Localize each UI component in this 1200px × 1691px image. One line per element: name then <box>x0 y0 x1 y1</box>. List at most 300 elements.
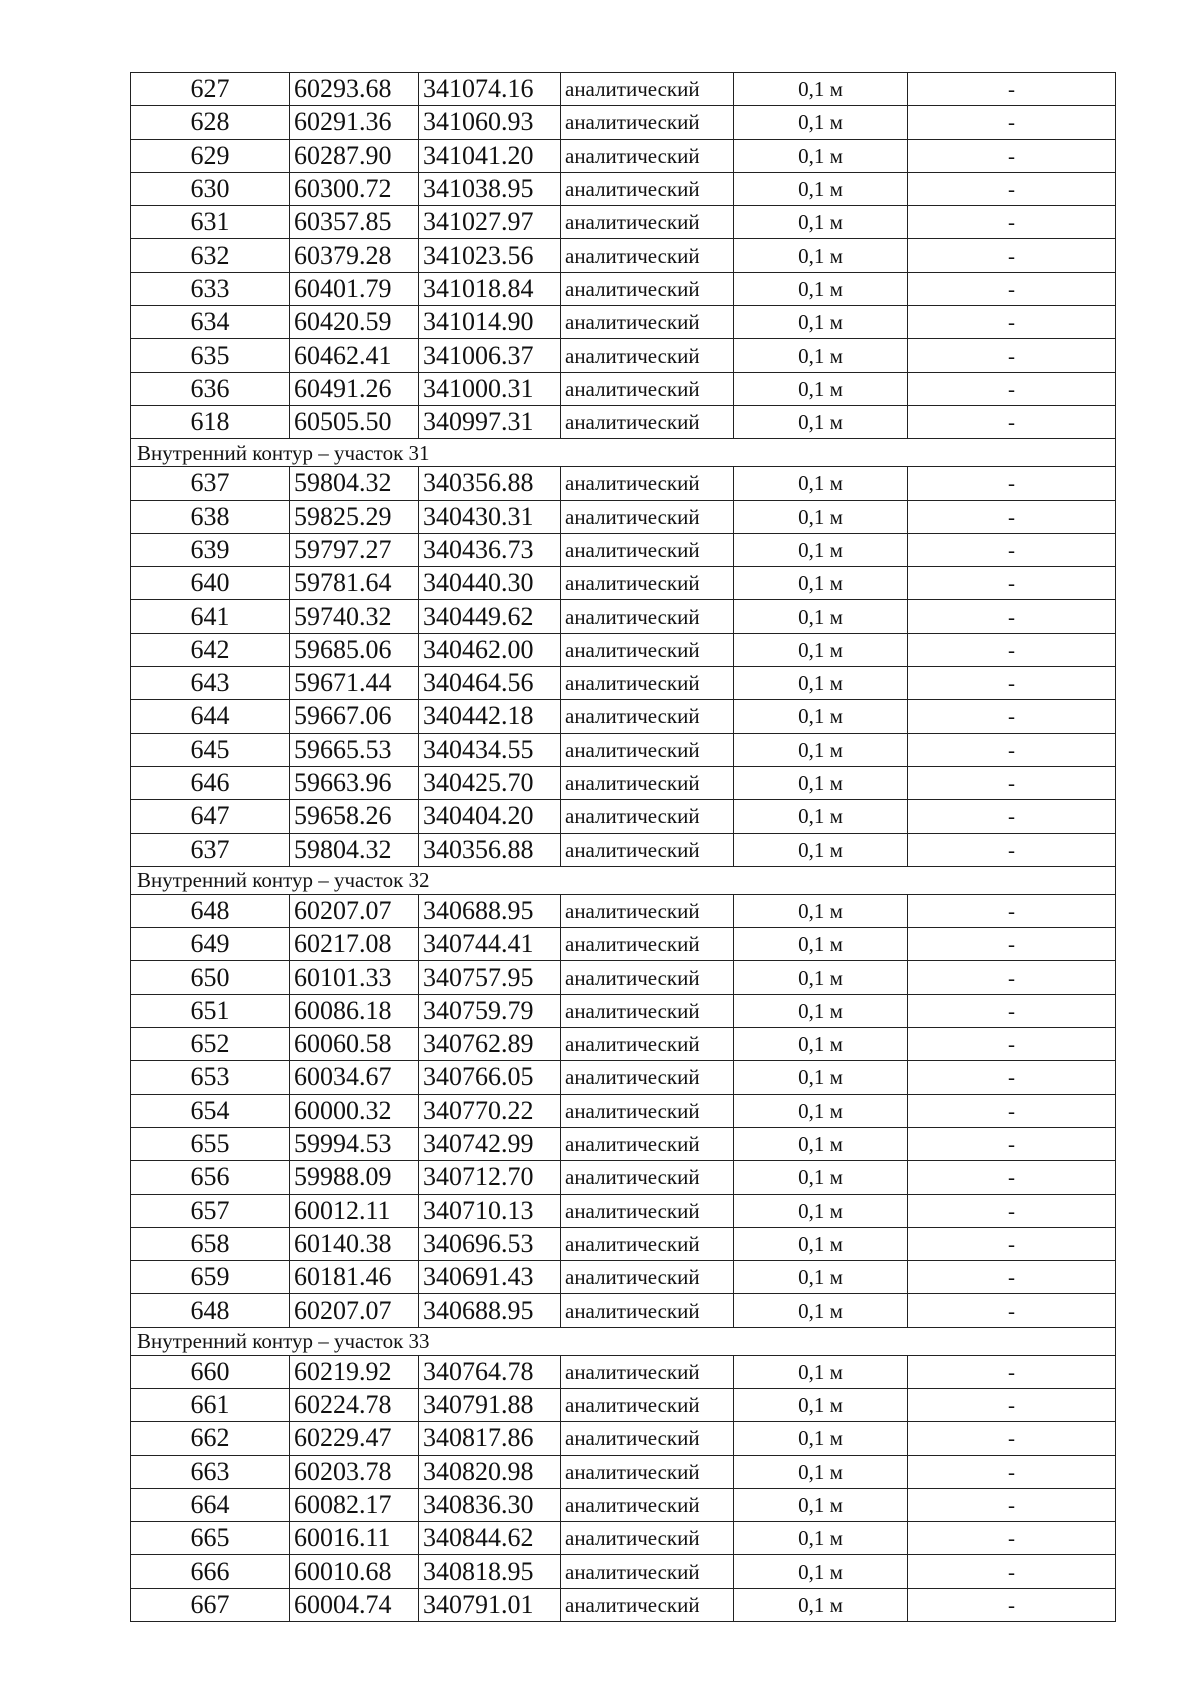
y-coordinate-cell: 341041.20 <box>419 139 561 172</box>
y-coordinate-cell: 341027.97 <box>419 206 561 239</box>
section-label: Внутренний контур – участок 32 <box>131 866 1116 894</box>
table-row <box>131 833 1116 866</box>
x-coordinate-cell: 60491.26 <box>290 372 419 405</box>
y-coordinate-cell: 341060.93 <box>419 106 561 139</box>
y-coordinate-cell: 340436.73 <box>419 533 561 566</box>
method-cell: аналитический <box>561 1261 734 1294</box>
x-coordinate-cell: 60420.59 <box>290 306 419 339</box>
table-row <box>131 994 1116 1027</box>
x-coordinate-cell: 60224.78 <box>290 1388 419 1421</box>
y-coordinate-cell: 341023.56 <box>419 239 561 272</box>
y-coordinate-cell: 340404.20 <box>419 800 561 833</box>
coordinates-table <box>130 72 1116 1622</box>
y-coordinate-cell: 340688.95 <box>419 894 561 927</box>
description-cell: - <box>908 1588 1116 1621</box>
y-coordinate-cell: 341018.84 <box>419 272 561 305</box>
point-number-cell: 645 <box>131 733 290 766</box>
table-row <box>131 1588 1116 1621</box>
point-number-cell: 627 <box>131 73 290 106</box>
y-coordinate-cell: 341006.37 <box>419 339 561 372</box>
y-coordinate-cell: 340744.41 <box>419 928 561 961</box>
point-number-cell: 639 <box>131 533 290 566</box>
method-cell: аналитический <box>561 106 734 139</box>
x-coordinate-cell: 60219.92 <box>290 1355 419 1388</box>
accuracy-cell: 0,1 м <box>734 633 908 666</box>
method-cell: аналитический <box>561 961 734 994</box>
accuracy-cell: 0,1 м <box>734 667 908 700</box>
x-coordinate-cell: 59797.27 <box>290 533 419 566</box>
accuracy-cell: 0,1 м <box>734 106 908 139</box>
method-cell: аналитический <box>561 800 734 833</box>
y-coordinate-cell: 340696.53 <box>419 1227 561 1260</box>
point-number-cell: 633 <box>131 272 290 305</box>
description-cell: - <box>908 73 1116 106</box>
point-number-cell: 654 <box>131 1094 290 1127</box>
point-number-cell: 618 <box>131 405 290 438</box>
method-cell: аналитический <box>561 1555 734 1588</box>
y-coordinate-cell: 341014.90 <box>419 306 561 339</box>
y-coordinate-cell: 340818.95 <box>419 1555 561 1588</box>
point-number-cell: 652 <box>131 1028 290 1061</box>
accuracy-cell: 0,1 м <box>734 1061 908 1094</box>
point-number-cell: 662 <box>131 1422 290 1455</box>
table-row <box>131 339 1116 372</box>
method-cell: аналитический <box>561 206 734 239</box>
y-coordinate-cell: 341000.31 <box>419 372 561 405</box>
x-coordinate-cell: 60357.85 <box>290 206 419 239</box>
method-cell: аналитический <box>561 533 734 566</box>
y-coordinate-cell: 340836.30 <box>419 1488 561 1521</box>
y-coordinate-cell: 340710.13 <box>419 1194 561 1227</box>
description-cell: - <box>908 206 1116 239</box>
description-cell: - <box>908 306 1116 339</box>
description-cell: - <box>908 239 1116 272</box>
point-number-cell: 630 <box>131 172 290 205</box>
accuracy-cell: 0,1 м <box>734 372 908 405</box>
accuracy-cell: 0,1 м <box>734 833 908 866</box>
method-cell: аналитический <box>561 500 734 533</box>
x-coordinate-cell: 60010.68 <box>290 1555 419 1588</box>
y-coordinate-cell: 340356.88 <box>419 833 561 866</box>
description-cell: - <box>908 1161 1116 1194</box>
x-coordinate-cell: 60086.18 <box>290 994 419 1027</box>
method-cell: аналитический <box>561 833 734 866</box>
table-row <box>131 306 1116 339</box>
description-cell: - <box>908 667 1116 700</box>
x-coordinate-cell: 59740.32 <box>290 600 419 633</box>
point-number-cell: 642 <box>131 633 290 666</box>
y-coordinate-cell: 340742.99 <box>419 1127 561 1160</box>
description-cell: - <box>908 961 1116 994</box>
x-coordinate-cell: 60291.36 <box>290 106 419 139</box>
accuracy-cell: 0,1 м <box>734 1488 908 1521</box>
point-number-cell: 655 <box>131 1127 290 1160</box>
accuracy-cell: 0,1 м <box>734 1555 908 1588</box>
description-cell: - <box>908 1028 1116 1061</box>
y-coordinate-cell: 340425.70 <box>419 766 561 799</box>
x-coordinate-cell: 60181.46 <box>290 1261 419 1294</box>
x-coordinate-cell: 60034.67 <box>290 1061 419 1094</box>
point-number-cell: 649 <box>131 928 290 961</box>
accuracy-cell: 0,1 м <box>734 567 908 600</box>
point-number-cell: 666 <box>131 1555 290 1588</box>
x-coordinate-cell: 60505.50 <box>290 405 419 438</box>
table-row <box>131 1294 1116 1327</box>
accuracy-cell: 0,1 м <box>734 1028 908 1061</box>
method-cell: аналитический <box>561 339 734 372</box>
x-coordinate-cell: 59671.44 <box>290 667 419 700</box>
accuracy-cell: 0,1 м <box>734 306 908 339</box>
x-coordinate-cell: 59781.64 <box>290 567 419 600</box>
accuracy-cell: 0,1 м <box>734 1455 908 1488</box>
accuracy-cell: 0,1 м <box>734 467 908 500</box>
section-header-row <box>131 1327 1116 1355</box>
description-cell: - <box>908 106 1116 139</box>
method-cell: аналитический <box>561 1161 734 1194</box>
description-cell: - <box>908 700 1116 733</box>
method-cell: аналитический <box>561 1422 734 1455</box>
x-coordinate-cell: 60287.90 <box>290 139 419 172</box>
point-number-cell: 629 <box>131 139 290 172</box>
accuracy-cell: 0,1 м <box>734 1294 908 1327</box>
description-cell: - <box>908 272 1116 305</box>
y-coordinate-cell: 341038.95 <box>419 172 561 205</box>
description-cell: - <box>908 1388 1116 1421</box>
accuracy-cell: 0,1 м <box>734 73 908 106</box>
x-coordinate-cell: 60300.72 <box>290 172 419 205</box>
accuracy-cell: 0,1 м <box>734 1355 908 1388</box>
method-cell: аналитический <box>561 467 734 500</box>
accuracy-cell: 0,1 м <box>734 1388 908 1421</box>
method-cell: аналитический <box>561 139 734 172</box>
description-cell: - <box>908 928 1116 961</box>
table-row <box>131 1227 1116 1260</box>
description-cell: - <box>908 405 1116 438</box>
description-cell: - <box>908 994 1116 1027</box>
table-row <box>131 1094 1116 1127</box>
description-cell: - <box>908 1227 1116 1260</box>
table-row <box>131 800 1116 833</box>
table-row <box>131 1422 1116 1455</box>
accuracy-cell: 0,1 м <box>734 405 908 438</box>
description-cell: - <box>908 1555 1116 1588</box>
section-header-row <box>131 439 1116 467</box>
x-coordinate-cell: 60203.78 <box>290 1455 419 1488</box>
x-coordinate-cell: 60060.58 <box>290 1028 419 1061</box>
accuracy-cell: 0,1 м <box>734 700 908 733</box>
description-cell: - <box>908 1127 1116 1160</box>
point-number-cell: 650 <box>131 961 290 994</box>
point-number-cell: 635 <box>131 339 290 372</box>
y-coordinate-cell: 340820.98 <box>419 1455 561 1488</box>
description-cell: - <box>908 172 1116 205</box>
method-cell: аналитический <box>561 1388 734 1421</box>
description-cell: - <box>908 1355 1116 1388</box>
description-cell: - <box>908 500 1116 533</box>
x-coordinate-cell: 59988.09 <box>290 1161 419 1194</box>
description-cell: - <box>908 894 1116 927</box>
accuracy-cell: 0,1 м <box>734 500 908 533</box>
x-coordinate-cell: 59804.32 <box>290 467 419 500</box>
table-row <box>131 667 1116 700</box>
point-number-cell: 651 <box>131 994 290 1027</box>
table-row <box>131 106 1116 139</box>
point-number-cell: 665 <box>131 1522 290 1555</box>
x-coordinate-cell: 60082.17 <box>290 1488 419 1521</box>
method-cell: аналитический <box>561 567 734 600</box>
table-row <box>131 700 1116 733</box>
table-row <box>131 1194 1116 1227</box>
x-coordinate-cell: 59825.29 <box>290 500 419 533</box>
point-number-cell: 660 <box>131 1355 290 1388</box>
description-cell: - <box>908 833 1116 866</box>
y-coordinate-cell: 340434.55 <box>419 733 561 766</box>
table-row <box>131 733 1116 766</box>
table-row <box>131 1488 1116 1521</box>
point-number-cell: 637 <box>131 467 290 500</box>
y-coordinate-cell: 340464.56 <box>419 667 561 700</box>
method-cell: аналитический <box>561 73 734 106</box>
table-row <box>131 894 1116 927</box>
section-label: Внутренний контур – участок 31 <box>131 439 1116 467</box>
x-coordinate-cell: 59663.96 <box>290 766 419 799</box>
description-cell: - <box>908 733 1116 766</box>
accuracy-cell: 0,1 м <box>734 894 908 927</box>
table-row <box>131 567 1116 600</box>
x-coordinate-cell: 60004.74 <box>290 1588 419 1621</box>
accuracy-cell: 0,1 м <box>734 1127 908 1160</box>
method-cell: аналитический <box>561 700 734 733</box>
point-number-cell: 641 <box>131 600 290 633</box>
accuracy-cell: 0,1 м <box>734 1194 908 1227</box>
y-coordinate-cell: 340430.31 <box>419 500 561 533</box>
point-number-cell: 647 <box>131 800 290 833</box>
table-row <box>131 405 1116 438</box>
point-number-cell: 628 <box>131 106 290 139</box>
point-number-cell: 657 <box>131 1194 290 1227</box>
method-cell: аналитический <box>561 372 734 405</box>
method-cell: аналитический <box>561 306 734 339</box>
description-cell: - <box>908 1261 1116 1294</box>
table-row <box>131 1455 1116 1488</box>
table-row <box>131 1028 1116 1061</box>
y-coordinate-cell: 340844.62 <box>419 1522 561 1555</box>
point-number-cell: 648 <box>131 1294 290 1327</box>
table-row <box>131 961 1116 994</box>
x-coordinate-cell: 59667.06 <box>290 700 419 733</box>
y-coordinate-cell: 340997.31 <box>419 405 561 438</box>
table-row <box>131 467 1116 500</box>
description-cell: - <box>908 1422 1116 1455</box>
accuracy-cell: 0,1 м <box>734 1227 908 1260</box>
point-number-cell: 659 <box>131 1261 290 1294</box>
method-cell: аналитический <box>561 172 734 205</box>
y-coordinate-cell: 340757.95 <box>419 961 561 994</box>
x-coordinate-cell: 60012.11 <box>290 1194 419 1227</box>
table-row <box>131 139 1116 172</box>
accuracy-cell: 0,1 м <box>734 1588 908 1621</box>
description-cell: - <box>908 372 1116 405</box>
accuracy-cell: 0,1 м <box>734 1522 908 1555</box>
point-number-cell: 643 <box>131 667 290 700</box>
accuracy-cell: 0,1 м <box>734 928 908 961</box>
point-number-cell: 631 <box>131 206 290 239</box>
x-coordinate-cell: 60140.38 <box>290 1227 419 1260</box>
table-row <box>131 1355 1116 1388</box>
table-row <box>131 1388 1116 1421</box>
y-coordinate-cell: 340762.89 <box>419 1028 561 1061</box>
coordinates-table-body <box>131 73 1116 1622</box>
method-cell: аналитический <box>561 633 734 666</box>
y-coordinate-cell: 340791.01 <box>419 1588 561 1621</box>
table-row <box>131 633 1116 666</box>
method-cell: аналитический <box>561 928 734 961</box>
y-coordinate-cell: 340791.88 <box>419 1388 561 1421</box>
accuracy-cell: 0,1 м <box>734 766 908 799</box>
x-coordinate-cell: 59804.32 <box>290 833 419 866</box>
x-coordinate-cell: 59665.53 <box>290 733 419 766</box>
method-cell: аналитический <box>561 1294 734 1327</box>
x-coordinate-cell: 60379.28 <box>290 239 419 272</box>
x-coordinate-cell: 59994.53 <box>290 1127 419 1160</box>
point-number-cell: 656 <box>131 1161 290 1194</box>
point-number-cell: 638 <box>131 500 290 533</box>
table-row <box>131 1061 1116 1094</box>
section-label: Внутренний контур – участок 33 <box>131 1327 1116 1355</box>
accuracy-cell: 0,1 м <box>734 272 908 305</box>
method-cell: аналитический <box>561 894 734 927</box>
method-cell: аналитический <box>561 405 734 438</box>
method-cell: аналитический <box>561 1455 734 1488</box>
accuracy-cell: 0,1 м <box>734 172 908 205</box>
x-coordinate-cell: 59658.26 <box>290 800 419 833</box>
description-cell: - <box>908 1488 1116 1521</box>
accuracy-cell: 0,1 м <box>734 733 908 766</box>
description-cell: - <box>908 1194 1116 1227</box>
y-coordinate-cell: 340764.78 <box>419 1355 561 1388</box>
description-cell: - <box>908 533 1116 566</box>
y-coordinate-cell: 341074.16 <box>419 73 561 106</box>
x-coordinate-cell: 60016.11 <box>290 1522 419 1555</box>
method-cell: аналитический <box>561 272 734 305</box>
table-row <box>131 272 1116 305</box>
description-cell: - <box>908 1094 1116 1127</box>
table-row <box>131 372 1116 405</box>
x-coordinate-cell: 60293.68 <box>290 73 419 106</box>
description-cell: - <box>908 1061 1116 1094</box>
description-cell: - <box>908 339 1116 372</box>
method-cell: аналитический <box>561 1094 734 1127</box>
table-row <box>131 766 1116 799</box>
description-cell: - <box>908 1522 1116 1555</box>
method-cell: аналитический <box>561 667 734 700</box>
accuracy-cell: 0,1 м <box>734 961 908 994</box>
accuracy-cell: 0,1 м <box>734 139 908 172</box>
method-cell: аналитический <box>561 1194 734 1227</box>
method-cell: аналитический <box>561 1028 734 1061</box>
y-coordinate-cell: 340817.86 <box>419 1422 561 1455</box>
point-number-cell: 646 <box>131 766 290 799</box>
table-row <box>131 1127 1116 1160</box>
y-coordinate-cell: 340766.05 <box>419 1061 561 1094</box>
y-coordinate-cell: 340440.30 <box>419 567 561 600</box>
description-cell: - <box>908 1455 1116 1488</box>
table-row <box>131 239 1116 272</box>
method-cell: аналитический <box>561 994 734 1027</box>
accuracy-cell: 0,1 м <box>734 1422 908 1455</box>
x-coordinate-cell: 60207.07 <box>290 1294 419 1327</box>
x-coordinate-cell: 60462.41 <box>290 339 419 372</box>
point-number-cell: 636 <box>131 372 290 405</box>
point-number-cell: 644 <box>131 700 290 733</box>
point-number-cell: 632 <box>131 239 290 272</box>
accuracy-cell: 0,1 м <box>734 239 908 272</box>
method-cell: аналитический <box>561 733 734 766</box>
accuracy-cell: 0,1 м <box>734 206 908 239</box>
point-number-cell: 634 <box>131 306 290 339</box>
accuracy-cell: 0,1 м <box>734 600 908 633</box>
accuracy-cell: 0,1 м <box>734 1261 908 1294</box>
description-cell: - <box>908 766 1116 799</box>
x-coordinate-cell: 60207.07 <box>290 894 419 927</box>
point-number-cell: 661 <box>131 1388 290 1421</box>
point-number-cell: 664 <box>131 1488 290 1521</box>
y-coordinate-cell: 340449.62 <box>419 600 561 633</box>
table-row <box>131 1555 1116 1588</box>
y-coordinate-cell: 340770.22 <box>419 1094 561 1127</box>
point-number-cell: 658 <box>131 1227 290 1260</box>
accuracy-cell: 0,1 м <box>734 994 908 1027</box>
method-cell: аналитический <box>561 1522 734 1555</box>
accuracy-cell: 0,1 м <box>734 1161 908 1194</box>
description-cell: - <box>908 139 1116 172</box>
point-number-cell: 667 <box>131 1588 290 1621</box>
x-coordinate-cell: 60229.47 <box>290 1422 419 1455</box>
description-cell: - <box>908 800 1116 833</box>
table-row <box>131 1522 1116 1555</box>
description-cell: - <box>908 1294 1116 1327</box>
method-cell: аналитический <box>561 1355 734 1388</box>
table-row <box>131 1261 1116 1294</box>
table-row <box>131 73 1116 106</box>
table-row <box>131 928 1116 961</box>
y-coordinate-cell: 340688.95 <box>419 1294 561 1327</box>
method-cell: аналитический <box>561 600 734 633</box>
method-cell: аналитический <box>561 1127 734 1160</box>
description-cell: - <box>908 633 1116 666</box>
method-cell: аналитический <box>561 239 734 272</box>
table-row <box>131 500 1116 533</box>
table-row <box>131 1161 1116 1194</box>
table-row <box>131 600 1116 633</box>
x-coordinate-cell: 59685.06 <box>290 633 419 666</box>
accuracy-cell: 0,1 м <box>734 1094 908 1127</box>
method-cell: аналитический <box>561 1488 734 1521</box>
description-cell: - <box>908 467 1116 500</box>
accuracy-cell: 0,1 м <box>734 533 908 566</box>
point-number-cell: 640 <box>131 567 290 600</box>
table-row <box>131 172 1116 205</box>
x-coordinate-cell: 60217.08 <box>290 928 419 961</box>
table-row <box>131 206 1116 239</box>
point-number-cell: 663 <box>131 1455 290 1488</box>
y-coordinate-cell: 340462.00 <box>419 633 561 666</box>
method-cell: аналитический <box>561 766 734 799</box>
method-cell: аналитический <box>561 1588 734 1621</box>
table-row <box>131 533 1116 566</box>
point-number-cell: 653 <box>131 1061 290 1094</box>
y-coordinate-cell: 340442.18 <box>419 700 561 733</box>
